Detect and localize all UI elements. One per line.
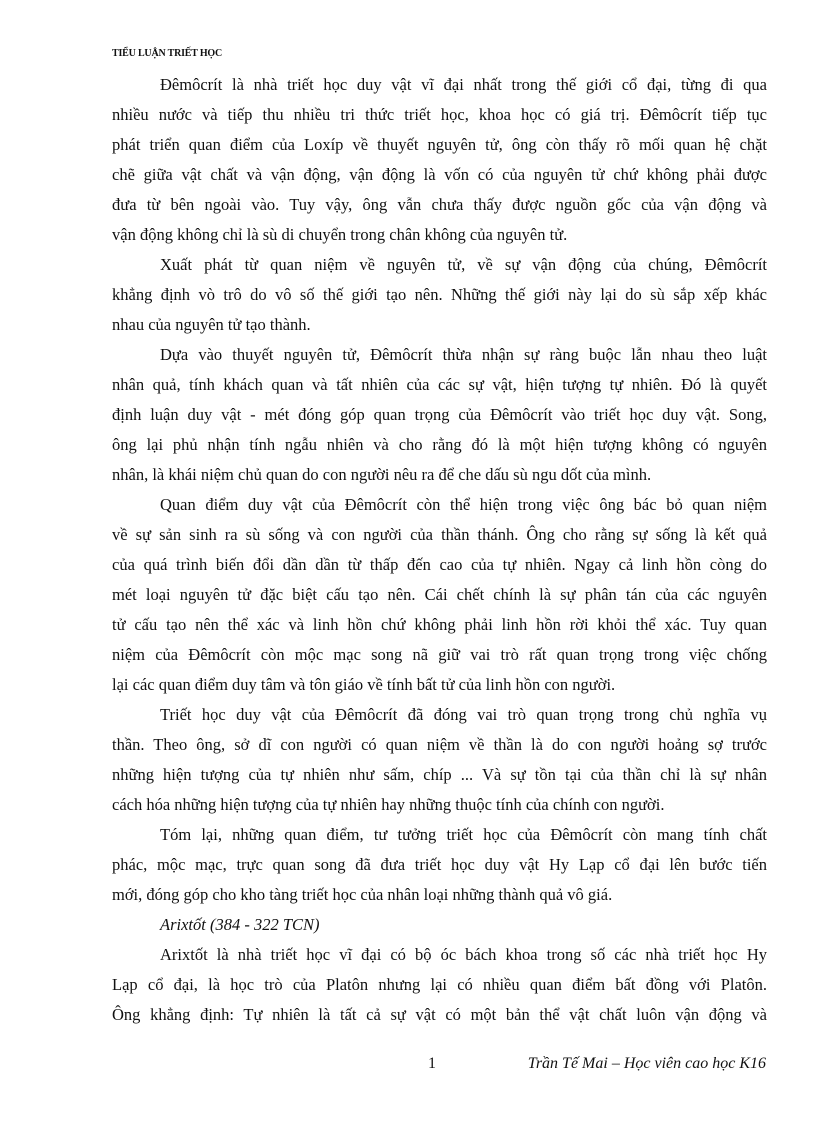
paragraph-line: nhân quả, tính khách quan và tất nhiên của các sự vật, hiện tượng tự nhiên. Đó là quyết <box>112 375 767 394</box>
document-body <box>112 70 767 1030</box>
paragraph-line: Đêmôcrít là nhà triết học duy vật vĩ đại nhất trong thế giới cổ đại, từng đi qua <box>160 75 767 94</box>
running-header: TIỂU LUẬN TRIẾT HỌC <box>112 48 223 59</box>
paragraph-line: về sự sản sinh ra sù sống và con người của thần thánh. Ông cho rằng sự sống là kết quả <box>112 525 767 544</box>
footer-author: Trần Tế Mai – Học viên cao học K16 <box>527 1055 766 1072</box>
paragraph-line: nhiều nước và tiếp thu nhiều tri thức triết học, khoa học có giá trị. Đêmôcrít tiếp tục <box>112 105 767 124</box>
paragraph-line: Quan điểm duy vật của Đêmôcrít còn thể hiện trong việc ông bác bỏ quan niệm <box>160 495 767 514</box>
paragraph-line: chẽ giữa vật chất và vận động, vận động là vốn có của nguyên tử chứ không phải được <box>112 165 767 184</box>
paragraph-line: Arixtốt là nhà triết học vĩ đại có bộ óc bách khoa trong số các nhà triết học Hy <box>160 945 767 964</box>
paragraph-line: lại các quan điểm duy tâm và tôn giáo về tính bất tử của linh hồn con người. <box>112 675 616 694</box>
paragraph-line: thần. Theo ông, sở dĩ con người có quan niệm về thần là do con người hoảng sợ trước <box>112 735 767 754</box>
paragraph-line: nhân, là khái niệm chủ quan do con người nêu ra để che dấu sù ngu dốt của mình. <box>112 465 652 484</box>
paragraph-line: Lạp cổ đại, là học trò của Platôn nhưng lại có nhiều quan điểm bất đồng với Platôn. <box>112 975 767 994</box>
paragraph-line: Triết học duy vật của Đêmôcrít đã đóng vai trò quan trọng trong chủ nghĩa vụ <box>160 705 767 724</box>
paragraph-line: khẳng định vò trô do vô số thế giới tạo nên. Những thế giới này lại do sù sắp xếp khác <box>112 285 767 304</box>
section-heading: Arixtốt (384 - 322 TCN) <box>160 915 320 934</box>
paragraph-line: Dựa vào thuyết nguyên tử, Đêmôcrít thừa nhận sự ràng buộc lẫn nhau theo luật <box>160 345 767 364</box>
paragraph-line: định luận duy vật - mét đóng góp quan trọng của Đêmôcrít vào triết học duy vật. Song, <box>112 405 767 424</box>
paragraph-line: những hiện tượng của tự nhiên như sấm, chíp ... Và sự tồn tại của thần chỉ là sự nhân <box>112 765 767 784</box>
paragraph-line: ông lại phủ nhận tính ngẫu nhiên và cho rằng đó là một hiện tượng không có nguyên <box>112 435 767 454</box>
paragraph-line: vận động không chỉ là sù di chuyển trong chân không của nguyên tử. <box>112 225 568 244</box>
paragraph-line: mới, đóng góp cho kho tàng triết học của nhân loại những thành quả vô giá. <box>112 885 613 904</box>
paragraph-line: Ông khẳng định: Tự nhiên là tất cả sự vật có một bản thể vật chất luôn vận động và <box>112 1005 767 1024</box>
paragraph-line: mét loại nguyên tử đặc biệt cấu tạo nên. Cái chết chính là sự phân tán của các nguyên <box>112 585 767 604</box>
paragraph-line: tử cấu tạo nên thể xác và linh hồn chứ không phải linh hồn rời khỏi thể xác. Tuy quan <box>112 615 767 634</box>
paragraph-line: Tóm lại, những quan điểm, tư tưởng triết học của Đêmôcrít còn mang tính chất <box>160 825 767 844</box>
page-number: 1 <box>428 1055 436 1072</box>
paragraph-line: nhau của nguyên tử tạo thành. <box>112 315 311 334</box>
paragraph-line: của quá trình biến đổi dần dần từ thấp đến cao của tự nhiên. Ngay cả linh hồn còng do <box>112 555 767 574</box>
paragraph-line: phát triển quan điểm của Loxíp về thuyết nguyên tử, ông còn thấy rõ mối quan hệ chặt <box>112 135 767 154</box>
paragraph-line: niệm của Đêmôcrít còn mộc mạc song nã giữ vai trò rất quan trọng trong việc chống <box>112 645 767 664</box>
paragraph-line: phác, mộc mạc, trực quan song đã đưa triết học duy vật Hy Lạp cổ đại lên bước tiến <box>112 855 767 874</box>
paragraph-line: cách hóa những hiện tượng của tự nhiên hay những thuộc tính của chính con người. <box>112 795 665 814</box>
paragraph-line: Xuất phát từ quan niệm về nguyên tử, về sự vận động của chúng, Đêmôcrít <box>160 255 767 274</box>
paragraph-line: đưa từ bên ngoài vào. Tuy vậy, ông vẫn chưa thấy được nguồn gốc của vận động và <box>112 195 767 214</box>
